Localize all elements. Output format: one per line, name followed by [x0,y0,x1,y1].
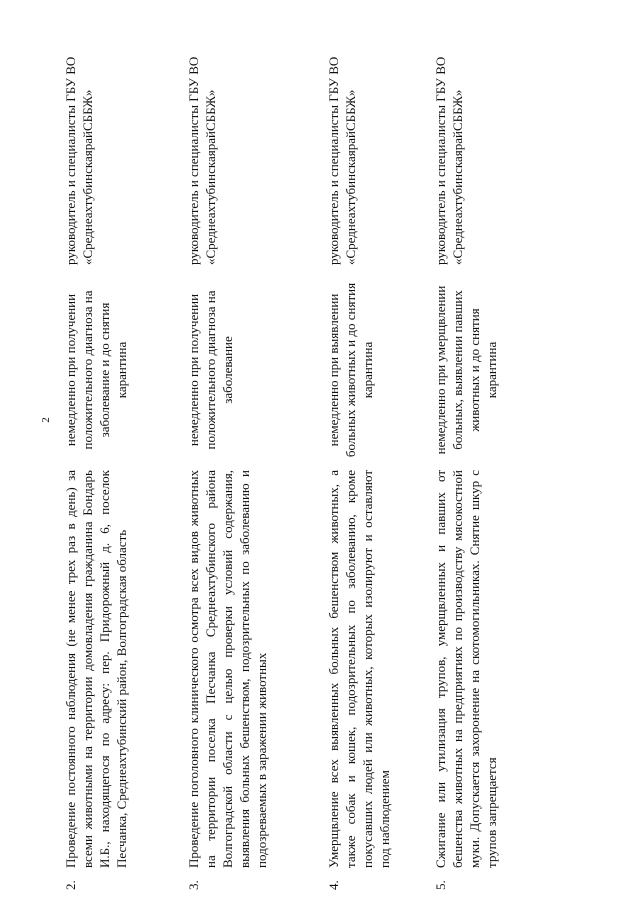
responsible-text: руководитель и специалисты ГБУ ВО «СреднеахтубинскаярайСББЖ» [186,56,218,265]
table-row [185,30,295,890]
measure-text: Проведение поголовного клинического осмотра всех видов животных на территории поселка Песчанка Среднеахтубинского района Волгоградской области с целью проверки условий содержания, выявления больных бешенством, подозрительных по заболеванию и подозреваемых в заражении животных [186,470,269,868]
rotated-content [40,30,640,890]
measure-text: Умерщвление всех выявленных больных бешенством животных, а также собак и кошек, подозрительных по заболеванию, кроме покусавших людей или животных, которых изолируют и оставляют под наблюдением [326,470,392,868]
row-number: 3. [186,880,201,890]
responsible-text: руководитель и специалисты ГБУ ВО «СреднеахтубинскаярайСББЖ» [326,56,358,265]
table-row [325,30,435,890]
row-number: 4. [326,880,341,890]
term-text: немедленно при умерщвлении больных, выявлении павших животных и до снятия карантина [433,285,499,455]
table-row [432,30,542,890]
term-text: немедленно при получении положительного диагноза на заболевание и до снятия карантина [63,290,129,450]
term-text: немедленно при получении положительного диагноза на заболевание [186,290,235,450]
table-row [62,30,172,890]
page-number: 2 [40,417,52,423]
row-number: 5. [433,880,448,890]
measure-text: Сжигание или утилизация трупов, умерщвленных и павших от бешенства животных на предприятиях по производству мясокостной муки. Допускается захоронение на скотомогильниках. Снятие шкур с трупов запрещается [433,470,499,868]
measure-text: Проведение постоянного наблюдения (не менее трех раз в день) за всеми животными на территории домовладения гражданина Бондарь И.Б., находящегося по адресу: пер. Придорожный д. 6, поселок Песчанка, Среднеахтубинский район, Волгоградская область [63,470,129,868]
row-number: 2. [63,880,78,890]
responsible-text: руководитель и специалисты ГБУ ВО «СреднеахтубинскаярайСББЖ» [433,56,465,265]
responsible-text: руководитель и специалисты ГБУ ВО «СреднеахтубинскаярайСББЖ» [63,56,95,265]
term-text: немедленно при выявлении больных животных и до снятия карантина [326,282,375,458]
